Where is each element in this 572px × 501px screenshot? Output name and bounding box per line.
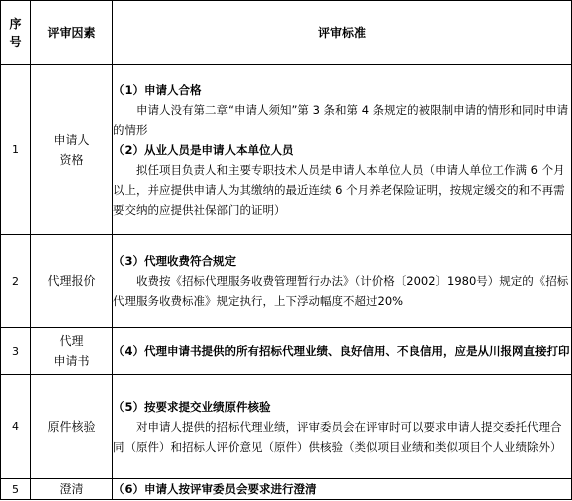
row-number: 2 (1, 235, 31, 328)
header-row (1, 1, 572, 65)
row-factor: 代理 申请书 (31, 328, 113, 375)
table-row (1, 235, 572, 328)
criterion-text: 收费按《招标代理服务收费管理暂行办法》（计价格〔2002〕1980号）规定的《招标代理服务收费标准》规定执行，上下浮动幅度不超过20% (113, 274, 569, 308)
header-review-standard: 评审标准 (113, 1, 572, 65)
table-row (1, 375, 572, 479)
row-standard (113, 375, 572, 479)
row-standard (113, 65, 572, 235)
criterion-heading: （4）代理申请书提供的所有招标代理业绩、良好信用、不良信用，应是从川报网直接打印 (113, 344, 570, 358)
criterion-heading: （2）从业人员是申请人本单位人员 (113, 142, 294, 157)
row-standard (113, 328, 572, 375)
criterion-heading: （1）申请人合格 (113, 82, 202, 97)
row-number: 3 (1, 328, 31, 375)
row-factor: 代理报价 (31, 235, 113, 328)
criterion-text: 拟任项目负责人和主要专职技术人员是申请人本单位人员（申请人单位工作满 6 个月以上，并应提供申请人为其缴纳的最近连续 6 个月养老保险证明，按规定缓交的和不再需要交纳的应提供社保部门的证明） (113, 162, 565, 217)
table-row (1, 328, 572, 375)
table-row (1, 65, 572, 235)
row-factor: 原件核验 (31, 375, 113, 479)
row-number: 4 (1, 375, 31, 479)
criterion-heading: （3）代理收费符合规定 (113, 254, 237, 268)
criterion-heading: （6）申请人按评审委员会要求进行澄清 (113, 482, 317, 496)
header-review-factor: 评审因素 (31, 1, 113, 65)
row-standard (113, 479, 572, 500)
row-number: 1 (1, 65, 31, 235)
row-factor: 澄清 (31, 479, 113, 500)
row-standard (113, 235, 572, 328)
row-number: 5 (1, 479, 31, 500)
criterion-heading: （5）按要求提交业绩原件核验 (113, 399, 271, 414)
table-row (1, 479, 572, 500)
header-serial-number: 序 号 (1, 1, 31, 65)
criterion-text: 申请人没有第二章“申请人须知”第 3 条和第 4 条规定的被限制申请的情形和同时申请的情形 (113, 102, 569, 137)
row-factor: 申请人 资格 (31, 65, 113, 235)
criterion-text: 对申请人提供的招标代理业绩，评审委员会在评审时可以要求申请人提交委托代理合同（原件）和招标人评价意见（原件）供核验（类似项目业绩和类似项目个人业绩除外） (113, 419, 562, 454)
